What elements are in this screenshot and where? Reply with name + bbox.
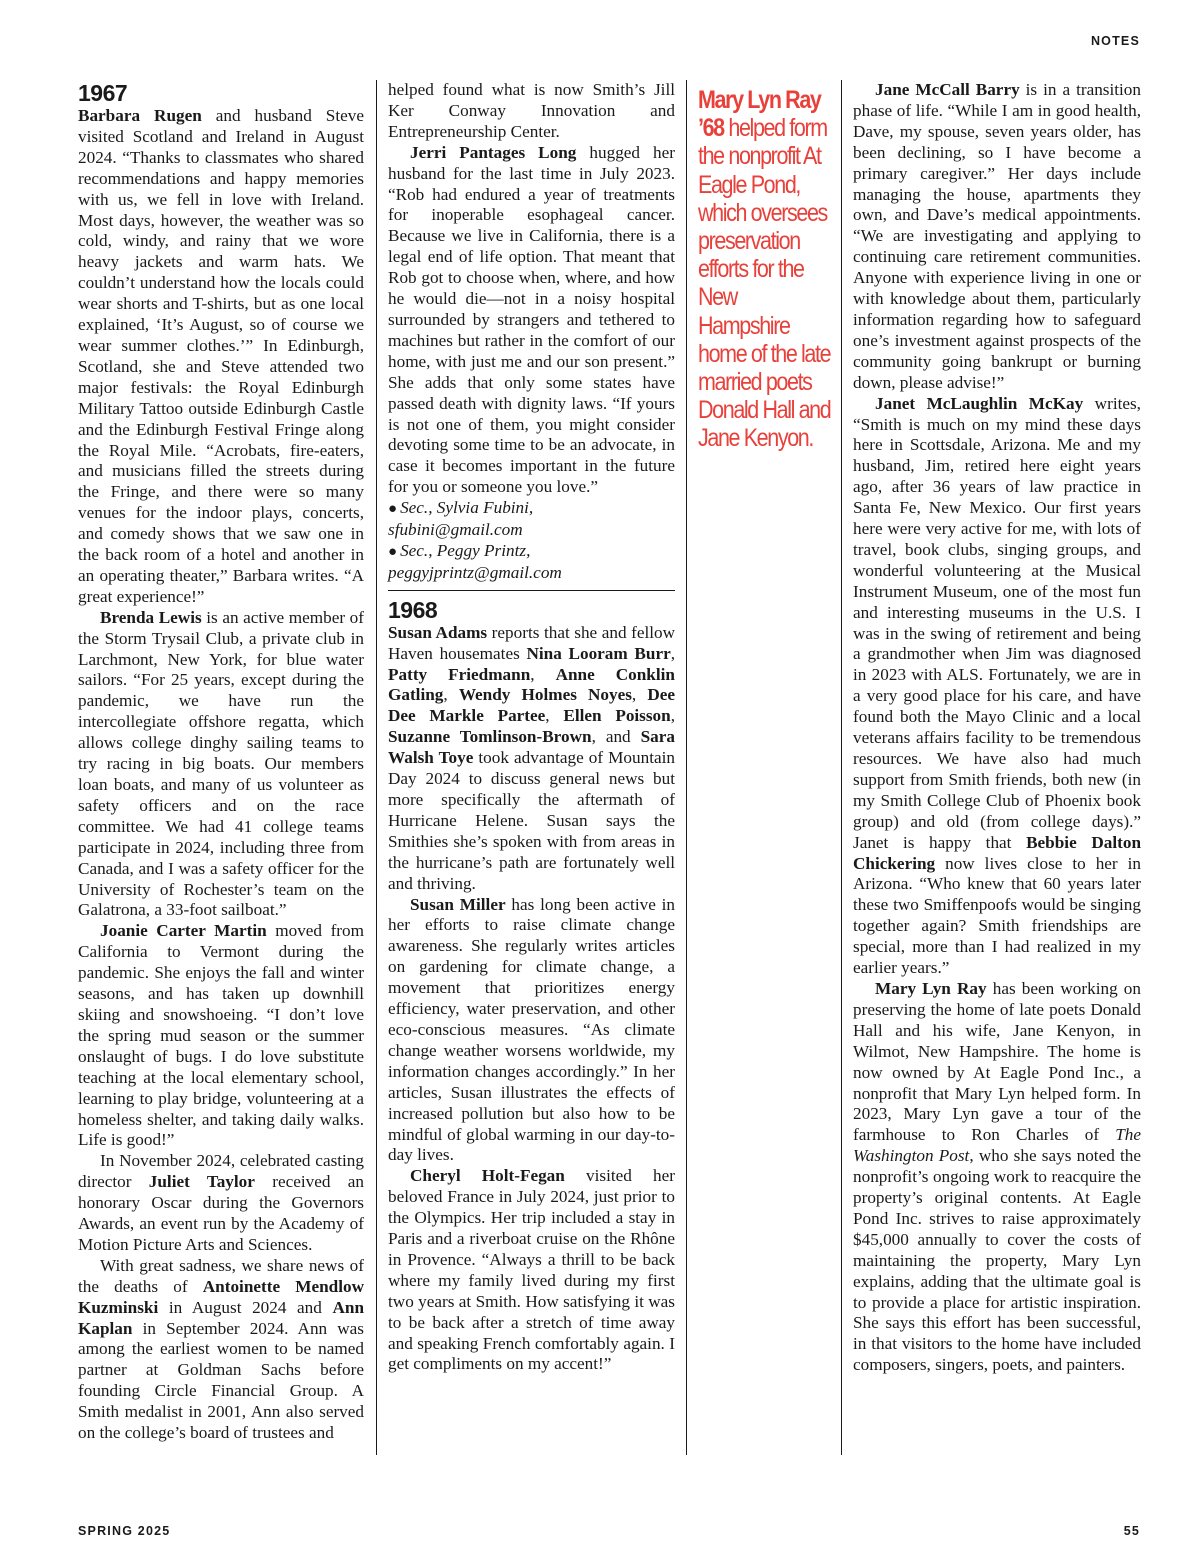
note-text: is an active member of the Storm Trysail Club, a private club in Larchmont, New York, for blue water sailors. “For 25 years, except during the pandemic, we have run the intercollegiate offshore regatta, which allows college dinghy sailing teams to try racing in big boats. Our members loan boats, and many of us volunteer as safety officers and on the race committee. We had 41 college teams participate in 2024, including three from Canada, and I was a safety officer for the University of Rochester’s team on the Galatrona, a 33-foot sailboat.” <box>78 607 364 920</box>
note-text: , <box>443 685 459 705</box>
classmate-name: Ellen Poisson <box>563 706 671 726</box>
note-text: received an honorary Oscar during the Governors Awards, an event run by the Academy of Motion Picture Arts and Sciences. <box>78 1172 364 1254</box>
note-text: has long been active in her efforts to raise climate change awareness. She regularly writes articles on gardening for climate change, a movement that prioritizes energy efficiency, water preservation, and other eco-conscious measures. “As climate change weather worsens worldwide, my information changes accordingly.” In her articles, Susan illustrates the effects of increased pollution but also how to be mindful of global warming in our day-to-day lives. <box>388 894 676 1165</box>
classmate-name: Antoinette Mendlow Kuzminski <box>78 1276 364 1317</box>
note-barbara-rugen <box>78 106 364 608</box>
classmate-name: Jerri Pantages Long <box>410 142 577 162</box>
section-header: NOTES <box>1090 34 1140 48</box>
note-cheryl-holt-fegan <box>388 1166 675 1375</box>
note-susan-miller <box>388 895 675 1167</box>
note-juliet-taylor <box>78 1151 364 1256</box>
note-text: , and <box>591 727 641 747</box>
note-text: , <box>545 706 564 726</box>
issue-label: SPRING 2025 <box>78 1524 171 1538</box>
note-text: hugged her husband for the last time in July 2023. “Rob had endured a year of treatments for inoperable esophageal cancer. Because we live in California, there is a legal end of life option. That meant that Rob got to choose when, where, and how he would die—not in a noisy hospital surrounded by strangers and tethered to machines but rather in the comfort of our home, with just me and our son present.” She adds that only some states have passed death with dignity laws. “If yours is not one of them, you might consider devoting some time to be an advocate, in case it becomes important in the future for you or someone you love.” <box>388 142 675 497</box>
pull-quote-text: helped form the nonprofit At Eagle Pond, which oversees preservation efforts for the New Hampshire home of the late married poets Donald Hall and Jane Kenyon. <box>698 114 831 453</box>
class-secretary-2 <box>388 541 675 584</box>
page-number: 55 <box>1123 1524 1140 1538</box>
note-text: In November 2024, celebrated casting director <box>78 1151 364 1192</box>
note-mary-lyn-ray <box>853 979 1141 1376</box>
classmate-name: Bebbie Dalton Chickering <box>853 832 1141 873</box>
classmate-name: Mary Lyn Ray <box>875 978 987 998</box>
secretary-email-link[interactable]: peggyjprintz@gmail.com <box>388 562 562 582</box>
note-joanie-carter-martin <box>78 921 364 1151</box>
class-year-heading-1967: 1967 <box>78 80 128 106</box>
note-text: has been working on preserving the home of late poets Donald Hall and his wife, Jane Kenyon, in Wilmot, New Hampshire. The home is now owned by At Eagle Pond Inc., a nonprofit that Mary Lyn helped form. In 2023, Mary Lyn gave a tour of the farmhouse to Ron Charles of <box>853 978 1141 1145</box>
note-jane-mccall-barry <box>853 80 1141 394</box>
classmate-name: Nina Looram Burr <box>526 643 671 663</box>
classmate-name: Juliet Taylor <box>148 1172 255 1192</box>
column-divider <box>376 80 377 1455</box>
pull-quote-name: Mary Lyn Ray <box>698 86 821 114</box>
note-text: visited her beloved France in July 2024, just prior to the Olympics. Her trip included a stay in Paris and a riverboat cruise on the Rhône in Provence. “Always a thrill to be back where my family lived during my first two years at Smith. How satisfying it was to be back after a stretch of time away and speaking French comfortably again. I get compliments on my accent!” <box>388 1166 675 1374</box>
class-year-heading-1968: 1968 <box>388 596 438 623</box>
note-text: in August 2024 and <box>158 1297 333 1317</box>
classmate-name: Barbara Rugen <box>78 106 202 125</box>
pull-quote-class-year: ’68 <box>698 114 724 143</box>
note-susan-adams <box>388 623 675 895</box>
classmate-name: Wendy Holmes Noyes <box>458 685 632 705</box>
publication-title: The Washington Post <box>853 1125 1141 1166</box>
classmate-name: Sara Walsh Toye <box>388 727 675 768</box>
note-text: , <box>670 706 676 726</box>
note-brenda-lewis <box>78 608 364 922</box>
classmate-name: Brenda Lewis <box>100 607 202 627</box>
note-jerri-pantages-long <box>388 143 675 498</box>
secretary-email-link[interactable]: sfubini@gmail.com <box>388 520 523 540</box>
classmate-name: Jane McCall Barry <box>875 80 1020 99</box>
note-text: , who she says noted the nonprofit’s ongoing work to reacquire the property’s original contents. At Eagle Pond Inc. strives to raise approximately $45,000 annually to cover the costs of maintaining the property, Mary Lyn explains, adding that the ultimate goal is to provide a place for artistic inspiration. She says this effort has been successful, in that visitors to the home have included composers, singers, poets, and painters. <box>853 1146 1141 1375</box>
note-text: took advantage of Mountain Day 2024 to discuss general news but more specifically the aftermath of Hurricane Helene. Susan says the Smithies she’s spoken with from areas in the hurricane’s path are fortunately well and thriving. <box>388 748 675 893</box>
note-text: and husband Steve visited Scotland and Ireland in August 2024. “Thanks to classmates who shared recommendations and happy memories with us, we fell in love with Ireland. Most days, however, the weather was so cold, windy, and rainy that we wore heavy jackets and warm hats. We couldn’t understand how the locals could wear shorts and T-shirts, but as one local explained, ‘It’s August, so of course we wear summer clothes.’” In Edinburgh, Scotland, she and Steve attended two major festivals: the Royal Edinburgh Military Tattoo outside Edinburgh Castle and the Edinburgh Festival Fringe along the Royal Mile. “Acrobats, fire-eaters, and musicians filled the streets during the Fringe, and there were so many venues for the indoor plays, concerts, and comedy shows that we saw one in the back room of a hotel and another in an operating theater,” Barbara writes. “A great experience!” <box>78 106 364 606</box>
classmate-name: Anne Conklin Gatling <box>388 664 675 705</box>
note-in-memoriam <box>78 1256 364 1444</box>
note-text: now lives close to her in Arizona. “Who knew that 60 years later these two Smiffenpoofs would be singing together again? Smith friendships are special, more than I had realized in my earlier years.” <box>853 853 1141 978</box>
classmate-name: Susan Miller <box>410 894 506 914</box>
secretary-name: Sec., Peggy Printz, <box>400 540 531 560</box>
note-text: in September 2024. Ann was among the earliest women to be named partner at Goldman Sachs before founding Circle Financial Group. A Smith medalist in 2001, Ann also served on the college’s board of trustees and <box>78 1318 364 1443</box>
column-2 <box>388 80 675 1375</box>
pull-quote <box>698 86 830 453</box>
note-janet-mclaughlin-mckay <box>853 394 1141 979</box>
note-text: is in a transition phase of life. “While I am in good health, Dave, my spouse, seven years older, has been declining, so I have become a primary caregiver.” Her days include managing the house, apartments they own, and Dave’s medical appointments. “We are investigating and applying to continuing care retirement communities. Anyone with experience living in one or with knowledge about them, particularly information regarding how to safeguard one’s investment against prospects of the community going bankrupt or burning down, please advise!” <box>853 80 1141 392</box>
classmate-name: Susan Adams <box>388 622 488 642</box>
column-1 <box>78 80 364 1444</box>
note-text: reports that she and fellow Haven housemates <box>388 622 675 663</box>
classmate-name: Ann Kaplan <box>78 1297 364 1338</box>
secretary-name: Sec., Sylvia Fubini, <box>400 498 534 518</box>
column-divider <box>841 80 842 1455</box>
bullet-icon: ● <box>388 501 398 518</box>
note-text: , <box>631 685 648 705</box>
column-divider <box>686 80 687 1455</box>
note-text: writes, “Smith is much on my mind these days here in Scottsdale, Arizona. Me and my husband, Jim, retired here eight years ago, after 36 years of law practice in Santa Fe, New Mexico. Our first years here were very active for me, with lots of travel, book clubs, singing groups, and wonderful volunteering at the Musical Instrument Museum, one of the most fun and interesting museums in the U.S. I was in the swing of retirement and being a grandmother when Jim was diagnosed in 2023 with ALS. Fortunately, we are in a very good place for his care, and have found both the Mayo Clinic and a local veterans affairs facility to be tremendous resources. We have also had much support from Smith friends, both new (in my Smith College Club of Phoenix book group) and old (from college days).” Janet is happy that <box>853 393 1141 852</box>
class-secretary-1 <box>388 498 675 541</box>
note-text: With great sadness, we share news of the deaths of <box>78 1255 364 1296</box>
classmate-name: Patty Friedmann <box>388 664 531 684</box>
bullet-icon: ● <box>388 543 398 560</box>
classmate-name: Dee Dee Markle Partee <box>388 685 676 726</box>
column-4 <box>853 80 1141 1376</box>
note-text: moved from California to Vermont during the pandemic. She enjoys the fall and winter seasons, and has taken up downhill skiing and snowshoeing. “I don’t love the spring mud season or the summer onslaught of bugs. I do love substitute teaching at the local elementary school, learning to play bridge, volunteering at a homeless shelter, and taking daily walks. Life is good!” <box>78 921 364 1150</box>
note-text: , <box>670 643 675 663</box>
class-divider <box>388 590 675 591</box>
classmate-name: Cheryl Holt-Fegan <box>410 1166 565 1186</box>
classmate-name: Suzanne Tomlinson-Brown <box>388 727 592 747</box>
note-text: , <box>530 664 556 684</box>
classmate-name: Janet McLaughlin McKay <box>875 393 1084 413</box>
classmate-name: Joanie Carter Martin <box>100 921 267 941</box>
note-in-memoriam-continued: helped found what is now Smith’s Jill Ker Conway Innovation and Entrepreneurship Center. <box>388 80 675 141</box>
